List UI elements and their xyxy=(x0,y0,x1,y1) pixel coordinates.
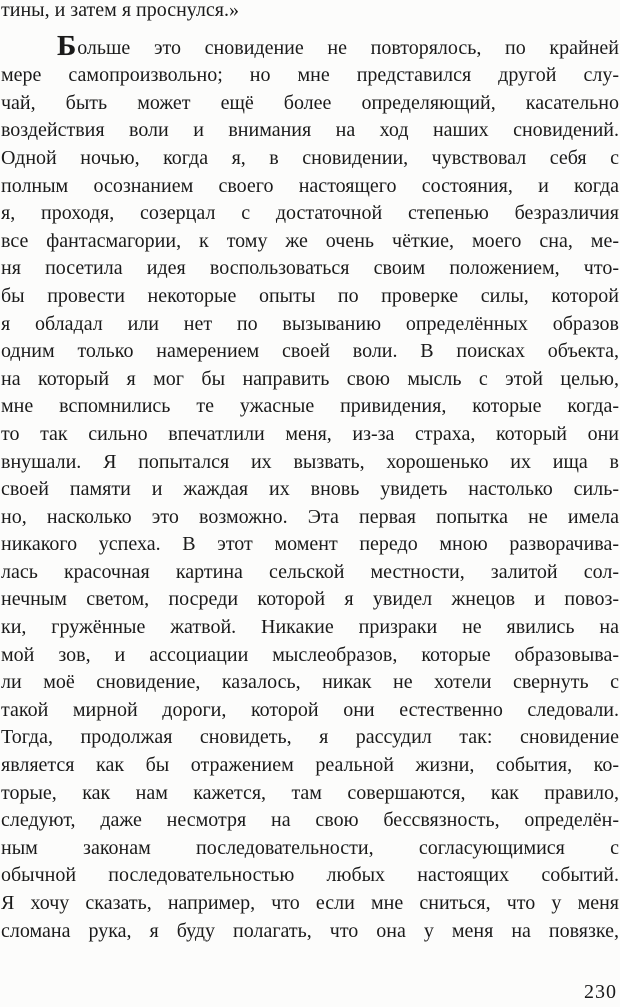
text-line: полным осознанием своего настоящего состояния, и когда xyxy=(1,174,619,197)
text-line: ня посетила идея воспользоваться своим положением, что- xyxy=(1,257,619,280)
text-line: чай, быть может ещё более определяющий, касательно xyxy=(1,91,619,114)
text-line: все фантасмагории, к тому же очень чёткие, моего сна, ме- xyxy=(1,229,619,252)
text-line: но, насколько это возможно. Эта первая попытка не имела xyxy=(1,505,619,528)
paragraph xyxy=(1,35,619,946)
text-line: следуют, даже несмотря на свою бессвязность, определён- xyxy=(1,809,619,832)
text-line: ли моё сновидение, казалось, никак не хотели свернуть с xyxy=(1,671,619,694)
text-line: мере самопроизвольно; но мне представился другой слу- xyxy=(1,64,619,87)
text-line: то так сильно впечатлили меня, из-за страха, который они xyxy=(1,422,619,445)
previous-paragraph-last-line: тины, и затем я проснулся.» xyxy=(1,0,239,21)
text-line: своей памяти и жаждая их вновь увидеть настолько силь- xyxy=(1,478,619,501)
text-line: ки, гружённые жатвой. Никакие призраки не явились на xyxy=(1,616,619,639)
text-line: я обладал или нет по вызыванию определённых образов xyxy=(1,312,619,335)
text-line: обычной последовательностью любых настоящих событий. xyxy=(1,864,619,887)
text-line: на который я мог бы направить свою мысль с этой целью, xyxy=(1,367,619,390)
text-line: одним только намерением своей воли. В поисках объекта, xyxy=(1,340,619,363)
text-line: внушали. Я попытался их вызвать, хорошенько их ища в xyxy=(1,450,619,473)
text-line: торые, как нам кажется, там совершаются, как правило, xyxy=(1,781,619,804)
page-number: 230 xyxy=(584,981,617,1003)
text-line: мой зов, и ассоциации мыслеобразов, которые образовыва- xyxy=(1,643,619,666)
text-line: нечным светом, посреди которой я увидел жнецов и повоз- xyxy=(1,588,619,611)
page-text-block xyxy=(1,0,619,945)
text-line: воздействия воли и внимания на ход наших сновидений. xyxy=(1,119,619,142)
text-line: является как бы отражением реальной жизни, события, ко- xyxy=(1,754,619,777)
text-line: Тогда, продолжая сновидеть, я рассудил так: сновидение xyxy=(1,726,619,749)
text-line: сломана рука, я буду полагать, что она у меня на повязке, xyxy=(1,919,619,942)
text-line: Одной ночью, когда я, в сновидении, чувствовал себя с xyxy=(1,146,619,169)
text-line: Я хочу сказать, например, что если мне сниться, что у меня xyxy=(1,892,619,914)
text-line: я, проходя, созерцал с достаточной степенью безразличия xyxy=(1,202,619,225)
text-line: никакого успеха. В этот момент передо мною разворачива- xyxy=(1,533,619,556)
text-line: ным законам последовательности, согласующимися с xyxy=(1,836,619,859)
paragraph-lines xyxy=(1,62,619,945)
paragraph-first-line-text: ольше это сновидение не повторялось, по крайней xyxy=(77,36,619,59)
text-line: лась красочная картина сельской местности, залитой сол- xyxy=(1,560,619,583)
text-line: такой мирной дороги, которой они естественно следовали. xyxy=(1,698,619,721)
paragraph-first-line: Больше это сновидение не повторялось, по крайней xyxy=(57,34,619,62)
text-line: бы провести некоторые опыты по проверке силы, которой xyxy=(1,284,619,307)
text-line: мне вспомнились те ужасные привидения, которые когда- xyxy=(1,395,619,418)
